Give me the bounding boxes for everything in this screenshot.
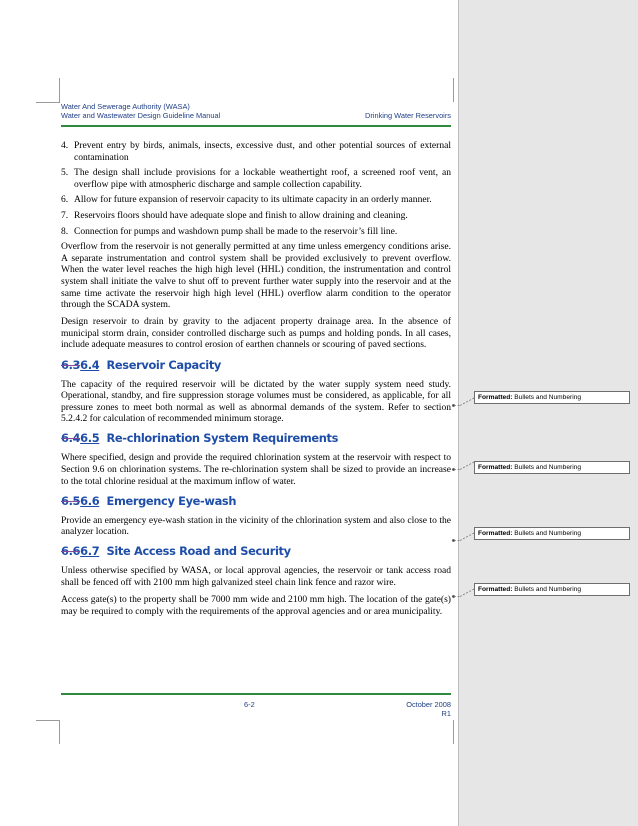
list-item-text: Connection for pumps and washdown pump shall be made to the reservoir’s fill line. xyxy=(74,225,398,237)
comment-balloon[interactable] xyxy=(474,461,630,474)
section-paragraph: Provide an emergency eye-wash station in the vicinity of the chlorination system and also close to the analyzer location. xyxy=(61,514,451,538)
drainage-paragraph: Design reservoir to drain by gravity to the adjacent property drainage area. In the absence of municipal storm drain, consider controlled discharge such as pumps and holding ponds. In all cases, include adequate measures to control erosion of earthen channels or scouring of paved sections. xyxy=(61,316,451,351)
page-header xyxy=(61,102,451,120)
crop-mark-top-left-vertical xyxy=(59,78,60,102)
section-paragraph: The capacity of the required reservoir will be dictated by the water supply system need study. Operational, standby, and fire suppression storage volumes must be considered, as applicable, for all pressure zones to meet both normal as well as abnormal demands of the system. Refer to section 5.2.4.2 for calculation of recommended minimum storage. xyxy=(61,378,451,425)
footer-date: October 2008 xyxy=(406,700,451,709)
section-heading-eye-wash xyxy=(61,493,451,509)
heading-number-deleted: 6.4 xyxy=(61,431,81,446)
list-item-number: 8. xyxy=(61,225,69,237)
section-heading-rechlorination xyxy=(61,430,451,446)
comment-text: Bullets and Numbering xyxy=(514,530,581,537)
comment-balloon[interactable] xyxy=(474,527,630,540)
comment-label: Formatted: xyxy=(478,464,513,471)
list-item xyxy=(61,226,451,238)
footer-rule xyxy=(61,693,451,695)
heading-number-deleted: 6.5 xyxy=(61,493,81,508)
comment-label: Formatted: xyxy=(478,530,513,537)
heading-title: Re-chlorination System Requirements xyxy=(106,431,338,446)
section-paragraph: Access gate(s) to the property shall be 7000 mm wide and 2100 mm high. The location of the gate(s) may be required to comply with the requirements of the approval agencies and or area municipality. xyxy=(61,594,451,617)
comment-connector xyxy=(452,587,475,599)
crop-mark-top-right xyxy=(453,78,454,102)
list-item-number: 5. xyxy=(61,167,69,179)
list-item-text: Prevent entry by birds, animals, insects, excessive dust, and other potential sources of external contamination xyxy=(74,140,451,163)
comment-balloon[interactable] xyxy=(474,391,630,404)
heading-title: Site Access Road and Security xyxy=(106,544,291,559)
comment-label: Formatted: xyxy=(478,586,513,593)
heading-number-deleted: 6.6 xyxy=(61,544,81,559)
header-manual: Water and Wastewater Design Guideline Manual xyxy=(61,111,221,120)
crop-mark-bottom-left xyxy=(36,720,60,721)
crop-mark-bottom-left-vertical xyxy=(59,720,60,744)
footer-revision: R1 xyxy=(441,709,451,718)
section-heading-reservoir-capacity xyxy=(61,357,451,373)
header-chapter: Drinking Water Reservoirs xyxy=(365,111,451,120)
comment-balloon[interactable] xyxy=(474,583,630,596)
comment-text: Bullets and Numbering xyxy=(514,586,581,593)
header-rule xyxy=(61,125,451,127)
comment-text: Bullets and Numbering xyxy=(514,394,581,401)
section-heading-site-access xyxy=(61,543,451,559)
section-paragraph: Unless otherwise specified by WASA, or local approval agencies, the reservoir or tank access road shall be fenced off with 2100 mm high galvanized steel chain link fence and razor wire. xyxy=(61,565,451,588)
heading-number-inserted: 6.5 xyxy=(80,431,100,446)
heading-number-inserted: 6.4 xyxy=(80,357,100,372)
heading-number-inserted: 6.7 xyxy=(80,544,100,559)
list-item-number: 7. xyxy=(61,209,69,221)
markup-pane xyxy=(458,0,638,826)
heading-title: Reservoir Capacity xyxy=(106,357,221,372)
crop-mark-top-left xyxy=(36,102,60,103)
comment-label: Formatted: xyxy=(478,394,513,401)
heading-number-inserted: 6.6 xyxy=(80,493,100,508)
list-item-number: 6. xyxy=(61,194,69,206)
heading-title: Emergency Eye-wash xyxy=(106,493,237,508)
comment-text: Bullets and Numbering xyxy=(514,464,581,471)
page-number: 6-2 xyxy=(244,700,255,709)
list-item xyxy=(61,194,451,206)
list-item xyxy=(61,167,451,190)
section-paragraph: Where specified, design and provide the required chlorination system at the reservoir with respect to Section 9.6 on chlorination systems. The re-chlorination system shall be sized to provide an increase to the total chlorine residual at the maximum inflow of water. xyxy=(61,452,451,487)
list-item-text: Reservoirs floors should have adequate slope and finish to allow draining and cleaning. xyxy=(74,209,408,221)
comment-connector xyxy=(452,460,475,472)
list-item-number: 4. xyxy=(61,140,69,151)
list-item-text: The design shall include provisions for a lockable weathertight roof, a screened roof vent, an overflow pipe with atmospheric discharge and sample collection capability. xyxy=(74,167,451,190)
list-item-text: Allow for future expansion of reservoir capacity to its ultimate capacity in an orderly manner. xyxy=(74,194,432,206)
heading-number-deleted: 6.3 xyxy=(61,357,81,372)
comment-connector xyxy=(452,396,475,408)
overflow-paragraph: Overflow from the reservoir is not generally permitted at any time unless emergency conditions arise. A separate instrumentation and control system shall be provided exclusively to prevent overflow. When the water level reaches the high high level (HHL) condition, the instrumentation and control system shall initiate the valve to shut off to prevent further water supply into the reservoir and at the same time activate the reservoir high high level (HHL) overflow alarm condition to the operator through the SCADA system. xyxy=(61,241,451,311)
list-item xyxy=(61,210,451,222)
header-org: Water And Sewerage Authority (WASA) xyxy=(61,102,190,111)
comment-connector xyxy=(452,531,475,543)
document-body xyxy=(61,140,451,623)
crop-mark-bottom-right xyxy=(453,720,454,744)
list-item xyxy=(61,140,451,163)
